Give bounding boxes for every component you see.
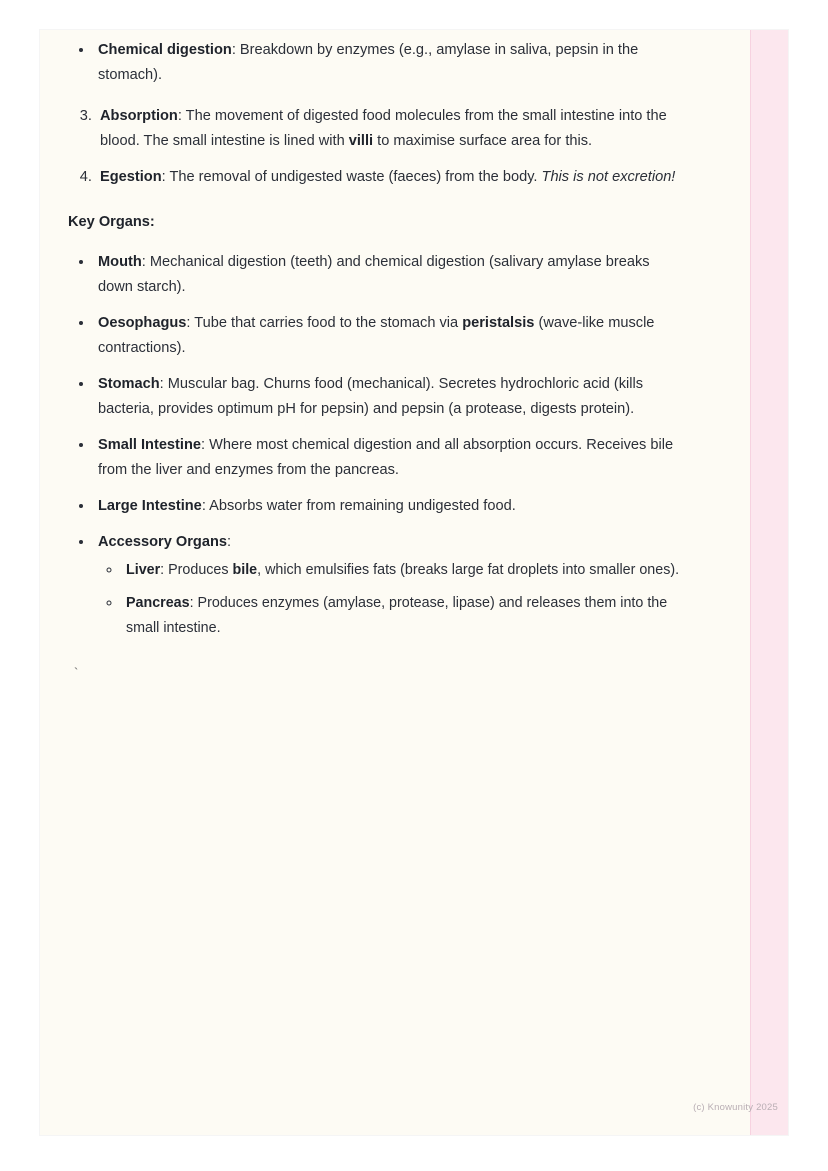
term-text: : The movement of digested food molecules from the small intestine into the blood. The small intestine is lined with [100, 108, 667, 150]
inline-italic-note: This is not excretion! [541, 169, 676, 186]
page-side-strip [750, 30, 788, 1135]
section-heading: Key Organs: [68, 214, 155, 231]
term-label: Mouth [98, 253, 142, 270]
term-label: Large Intestine [98, 498, 202, 515]
list-item [94, 494, 688, 519]
document-content [68, 38, 688, 685]
term-text-continued: , which emulsifies fats (breaks large fat droplets into smaller ones). [257, 561, 680, 578]
list-item [94, 250, 688, 300]
term-text: : Breakdown by enzymes (e.g., amylase in saliva, pepsin in the stomach). [98, 42, 639, 84]
inline-emphasis: bile [232, 561, 258, 578]
term-text-continued: (wave-like muscle contractions). [98, 314, 655, 356]
list-item [94, 372, 688, 422]
term-text-continued: to maximise surface area for this. [373, 133, 593, 150]
term-text: : Where most chemical digestion and all absorption occurs. Receives bile from the liver and enzymes from the pancreas. [98, 437, 674, 479]
digestion-stages-list [68, 104, 688, 190]
term-text: : Mechanical digestion (teeth) and chemical digestion (salivary amylase breaks down starch). [98, 253, 650, 295]
list-item [94, 433, 688, 483]
accessory-organs-list [98, 558, 688, 641]
footer-copyright: (c) Knowunity 2025 [693, 1102, 778, 1113]
term-label: Accessory Organs [98, 534, 227, 551]
page-body [40, 30, 750, 1135]
list-item [96, 165, 688, 190]
term-label: Oesophagus [98, 314, 187, 331]
list-item [96, 104, 688, 154]
key-organs-list [68, 250, 688, 641]
term-label: Chemical digestion [98, 42, 232, 58]
term-text: : Produces [160, 561, 233, 578]
term-label: Egestion [100, 169, 162, 186]
term-label: Small Intestine [98, 437, 201, 454]
list-item [122, 558, 688, 583]
document-page [40, 30, 788, 1135]
term-label: Liver [126, 561, 161, 578]
inline-emphasis: villi [348, 133, 374, 150]
term-label: Absorption [100, 108, 178, 125]
list-item [94, 530, 688, 640]
list-item [94, 38, 688, 88]
term-text: : Produces enzymes (amylase, protease, lipase) and releases them into the small intestine. [126, 595, 668, 636]
stray-mark: ` [74, 665, 79, 681]
list-item [122, 591, 688, 640]
list-item [94, 311, 688, 361]
term-label: Stomach [98, 375, 160, 392]
term-text: : Muscular bag. Churns food (mechanical). Secretes hydrochloric acid (kills bacteria, provides optimum pH for pepsin) and pepsin (a protease, digests protein). [98, 375, 644, 418]
chemical-digestion-list [68, 38, 688, 88]
strip-divider [750, 30, 751, 1135]
term-text: : The removal of undigested waste (faeces) from the body. [161, 169, 542, 186]
term-label: Pancreas [126, 595, 190, 612]
term-text: : [226, 534, 232, 551]
term-text: : Tube that carries food to the stomach via [186, 314, 463, 331]
term-text: : Absorbs water from remaining undigested food. [201, 498, 516, 515]
inline-emphasis: peristalsis [462, 314, 535, 331]
